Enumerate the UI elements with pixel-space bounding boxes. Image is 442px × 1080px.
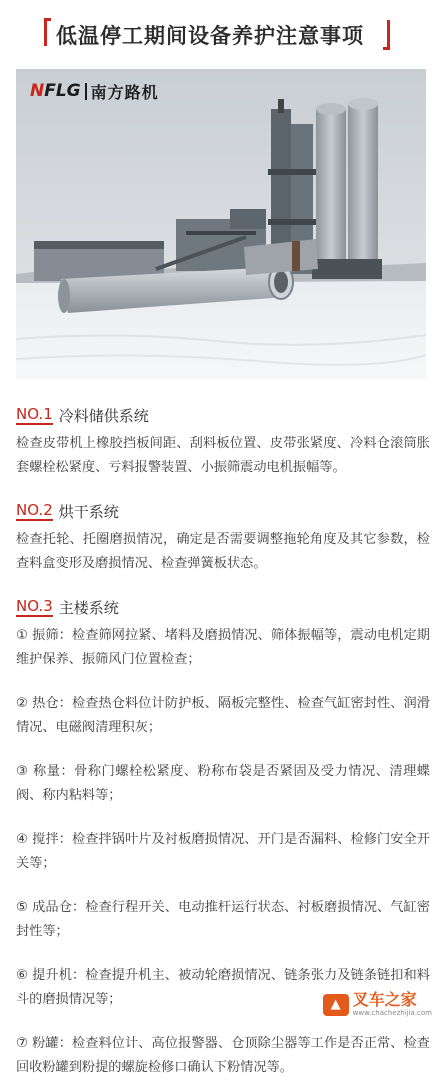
logo-divider	[85, 83, 87, 100]
logo-mark	[30, 81, 81, 101]
logo-cn-name: 南方路机	[90, 82, 159, 102]
main-tower-item-mixing: ④ 搅拌：检查拌锅叶片及衬板磨损情况、开门是否漏料、检修门安全开关等；	[16, 832, 430, 871]
brand-logo	[30, 79, 159, 103]
title-bracket-right	[383, 20, 390, 50]
plant-photo	[16, 69, 426, 379]
title-bar	[0, 10, 442, 54]
section-3-heading	[16, 594, 430, 620]
title-bracket-left	[44, 18, 51, 46]
logo-mark-n: N	[30, 81, 45, 101]
main-tower-item-screen: ① 振筛：检查筛网拉紧、堵料及磨损情况、筛体振幅等，震动电机定期维护保养、振筛风门位置检查；	[16, 628, 430, 667]
section-2-heading	[16, 498, 430, 524]
main-tower-item-weighing: ③ 称量：骨称门螺栓松紧度、粉称布袋是否紧固及受力情况、清理蝶阀、称内粘料等；	[16, 764, 430, 803]
section-1-number: NO.1	[16, 405, 53, 423]
watermark-url: www.chachezhijia.com	[352, 1009, 432, 1017]
main-tower-item-hot-bin: ② 热仓：检查热仓料位计防护板、隔板完整性、检查气缸密封性、润滑情况、电磁阀清理积灰；	[16, 696, 430, 735]
page-title: 低温停工期间设备养护注意事项	[56, 24, 364, 48]
main-tower-item-finished-bin: ⑤ 成品仓：检查行程开关、电动推杆运行状态、衬板磨损情况、气缸密封性等；	[16, 900, 430, 939]
main-tower-item-elevator: ⑥ 提升机：检查提升机主、被动轮磨损情况、链条张力及链条链扣和料斗的磨损情况等；	[16, 968, 430, 1007]
section-2-title: 烘干系统	[58, 502, 119, 521]
asphalt-plant-image	[16, 69, 426, 379]
logo-mark-rest: FLG	[44, 81, 81, 101]
section-3-title: 主楼系统	[58, 598, 119, 617]
section-1-paragraph: 检查皮带机上橡胶挡板间距、刮料板位置、皮带张紧度、冷料仓滚筒胀套螺栓松紧度、亏料报警装置、小振筛震动电机振幅等。	[16, 436, 430, 475]
main-tower-item-powder-tank: ⑦ 粉罐：检查料位计、高位报警器、仓顶除尘器等工作是否正常、检查回收粉罐到粉提的螺旋检修口确认下粉情况等。	[16, 1036, 430, 1075]
section-3-number: NO.3	[16, 597, 53, 615]
article-content	[16, 402, 430, 1080]
section-1-heading	[16, 402, 430, 428]
watermark-name: 叉车之家	[352, 990, 417, 1009]
section-1-title: 冷料储供系统	[58, 406, 149, 425]
section-2-paragraph: 检查托轮、托圈磨损情况，确定是否需要调整拖轮角度及其它参数，检查料盒变形及磨损情况、检查弹簧板状态。	[16, 532, 430, 571]
truck-icon: ▲	[323, 994, 349, 1016]
section-2-number: NO.2	[16, 501, 53, 519]
watermark	[323, 991, 432, 1018]
